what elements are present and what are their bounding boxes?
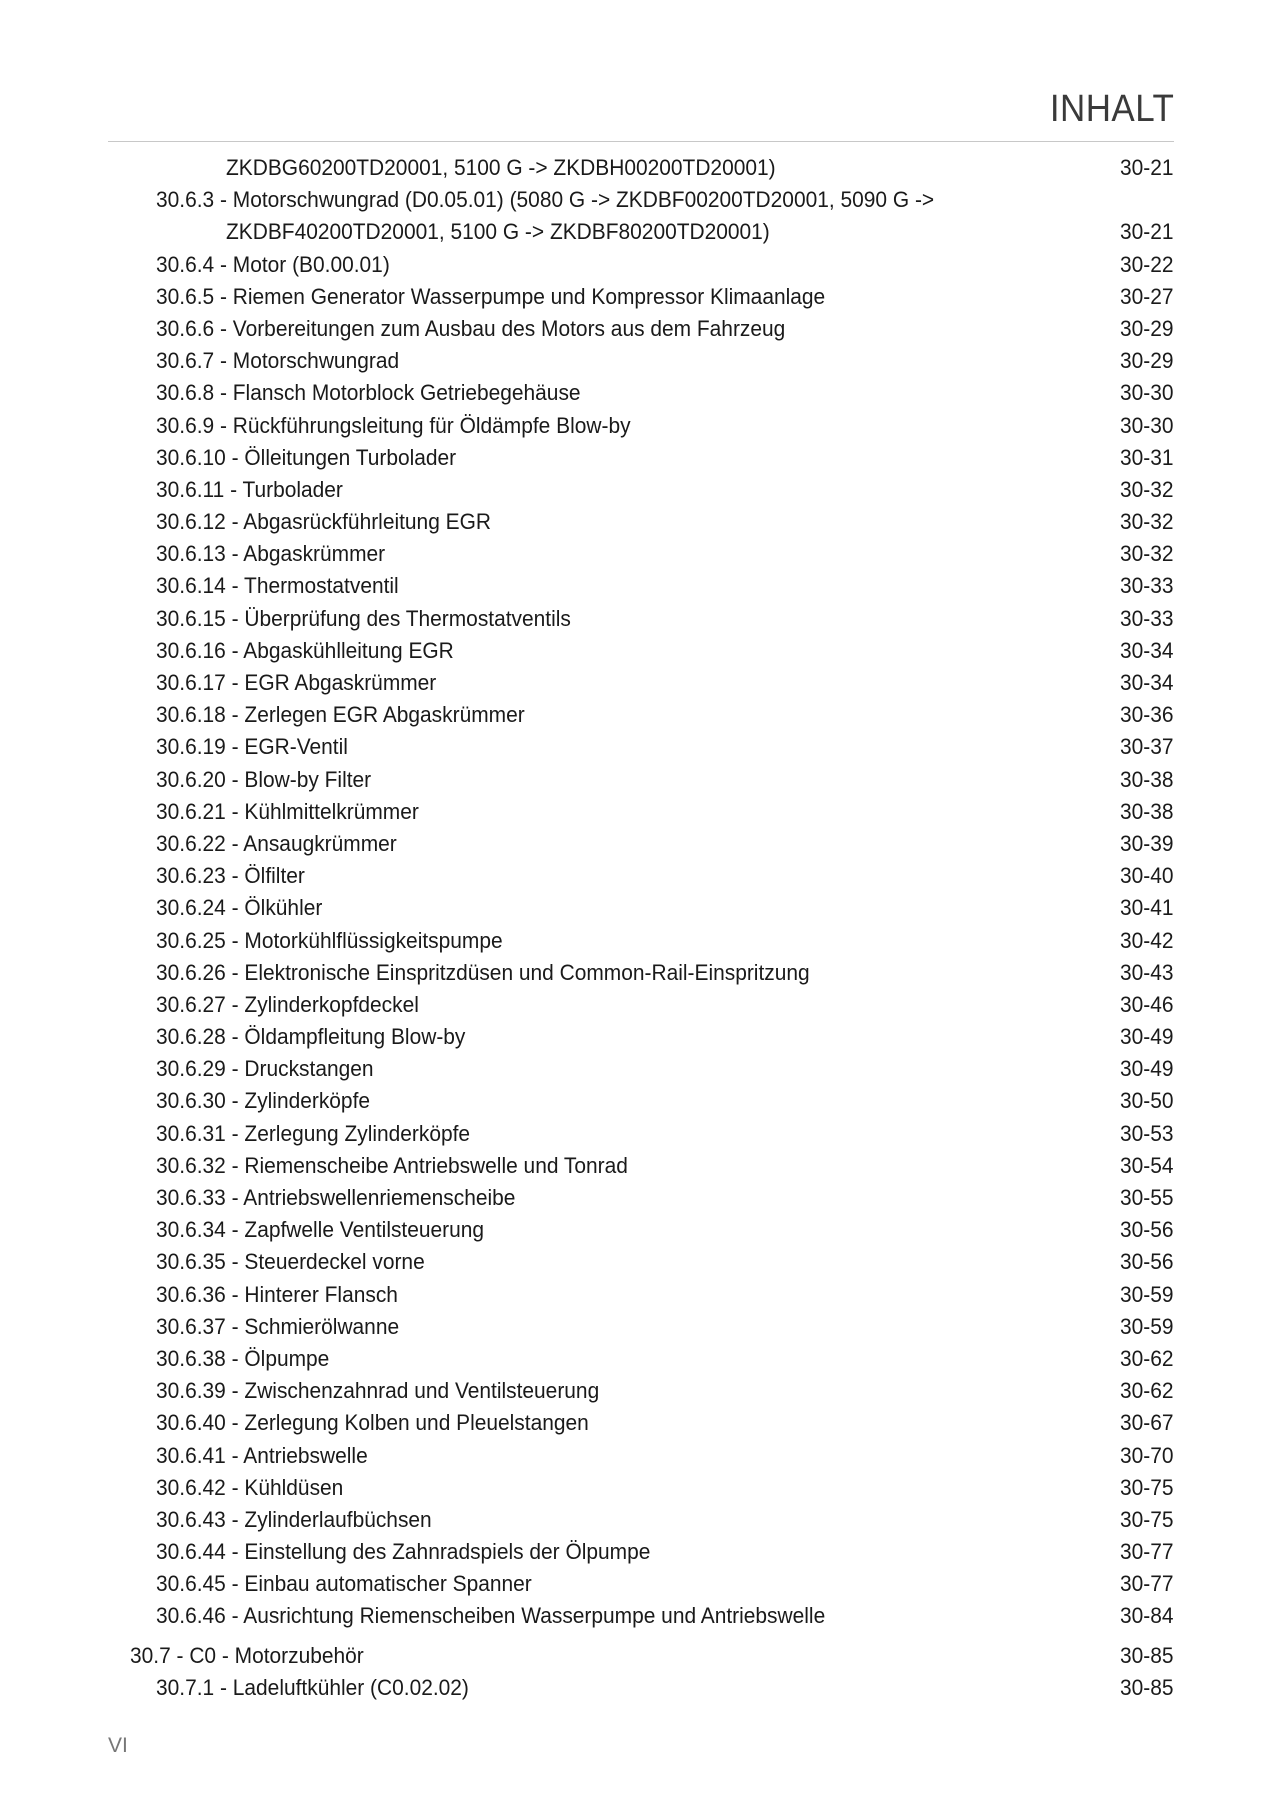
toc-entry-page: 30-53 xyxy=(1120,1120,1174,1146)
toc-entry-title: 30.6.44 - Einstellung des Zahnradspiels der Ölpumpe xyxy=(156,1539,651,1565)
toc-entry-title: 30.6.17 - EGR Abgaskrümmer xyxy=(156,670,437,695)
toc-entry-page: 30-75 xyxy=(1120,1506,1174,1532)
toc-entry[interactable] xyxy=(108,216,1174,248)
toc-entry-page: 30-32 xyxy=(1120,541,1174,567)
toc-entry-title: 30.6.18 - Zerlegen EGR Abgaskrümmer xyxy=(156,702,525,728)
toc-entry-title: 30.6.41 - Antriebswelle xyxy=(156,1442,368,1468)
toc-entry-page: 30-32 xyxy=(1120,509,1174,535)
toc-entry[interactable] xyxy=(108,1640,1174,1672)
toc-entry-page: 30-85 xyxy=(1120,1674,1174,1700)
toc-entry-page: 30-62 xyxy=(1120,1378,1174,1404)
toc-entry-title: 30.7.1 - Ladeluftkühler (C0.02.02) xyxy=(156,1674,469,1700)
toc-entry[interactable] xyxy=(108,1407,1174,1439)
toc-entry-title: 30.6.36 - Hinterer Flansch xyxy=(156,1281,398,1307)
toc-entry[interactable] xyxy=(108,249,1174,281)
toc-entry[interactable] xyxy=(108,377,1174,409)
toc-entry-title: ZKDBF40200TD20001, 5100 G -> ZKDBF80200TD20001) xyxy=(226,219,770,245)
toc-entry-title: 30.6.25 - Motorkühlflüssigkeitspumpe xyxy=(156,927,503,953)
toc-entry-title: 30.6.40 - Zerlegung Kolben und Pleuelstangen xyxy=(156,1410,589,1436)
toc-entry-title: 30.6.12 - Abgasrückführleitung EGR xyxy=(156,509,492,535)
toc-entry-title: 30.6.43 - Zylinderlaufbüchsen xyxy=(156,1506,432,1532)
toc-entry-page: 30-77 xyxy=(1120,1539,1174,1565)
toc-entry-page: 30-54 xyxy=(1120,1152,1174,1178)
toc-entry[interactable] xyxy=(108,860,1174,892)
toc-entry[interactable] xyxy=(108,1150,1174,1182)
toc-entry[interactable] xyxy=(108,957,1174,989)
toc-entry[interactable] xyxy=(108,1085,1174,1117)
toc-entry-page: 30-21 xyxy=(1120,155,1174,180)
toc-entry-title: 30.7 - C0 - Motorzubehör xyxy=(130,1642,364,1668)
toc-entry[interactable] xyxy=(108,152,1174,184)
toc-entry-page: 30-32 xyxy=(1120,476,1174,502)
toc-entry-title: 30.6.11 - Turbolader xyxy=(156,476,343,502)
toc-entry-page: 30-36 xyxy=(1120,702,1174,728)
toc-entry[interactable] xyxy=(108,1246,1174,1278)
toc-entry[interactable] xyxy=(108,1311,1174,1343)
toc-entry-page: 30-77 xyxy=(1120,1571,1174,1597)
toc-entry-title: ZKDBG60200TD20001, 5100 G -> ZKDBH00200TD20001) xyxy=(226,155,776,180)
toc-entry[interactable] xyxy=(108,1375,1174,1407)
toc-entry[interactable] xyxy=(108,1672,1174,1704)
toc-entry-page: 30-27 xyxy=(1120,283,1174,309)
toc-entry-title: 30.6.38 - Ölpumpe xyxy=(156,1345,330,1371)
toc-entry-page: 30-34 xyxy=(1120,670,1174,695)
toc-entry-title: 30.6.35 - Steuerdeckel vorne xyxy=(156,1249,425,1275)
toc-entry[interactable] xyxy=(108,1118,1174,1150)
toc-entry-page: 30-22 xyxy=(1120,251,1174,277)
toc-entry-title: 30.6.29 - Druckstangen xyxy=(156,1056,374,1082)
toc-entry-title: 30.6.24 - Ölkühler xyxy=(156,895,323,921)
toc-entry[interactable] xyxy=(108,1021,1174,1053)
toc-entry-title: 30.6.32 - Riemenscheibe Antriebswelle und Tonrad xyxy=(156,1152,628,1178)
toc-entry[interactable] xyxy=(108,1214,1174,1246)
toc-entry[interactable] xyxy=(108,1472,1174,1504)
toc-entry[interactable] xyxy=(108,1504,1174,1536)
toc-entry-title: 30.6.45 - Einbau automatischer Spanner xyxy=(156,1571,532,1597)
toc-entry[interactable] xyxy=(108,281,1174,313)
toc-entry-title: 30.6.31 - Zerlegung Zylinderköpfe xyxy=(156,1120,471,1146)
toc-entry-title: 30.6.3 - Motorschwungrad (D0.05.01) (5080 G -> ZKDBF00200TD20001, 5090 G -> xyxy=(156,187,935,213)
toc-entry-title: 30.6.6 - Vorbereitungen zum Ausbau des Motors aus dem Fahrzeug xyxy=(156,315,786,341)
toc-entry-title: 30.6.14 - Thermostatventil xyxy=(156,573,399,599)
toc-entry-title: 30.6.33 - Antriebswellenriemenscheibe xyxy=(156,1185,516,1210)
toc-entry-page: 30-50 xyxy=(1120,1088,1174,1114)
toc-entry[interactable] xyxy=(108,925,1174,957)
toc-entry[interactable] xyxy=(108,538,1174,570)
toc-entry-title: 30.6.27 - Zylinderkopfdeckel xyxy=(156,991,419,1017)
toc-entry-title: 30.6.46 - Ausrichtung Riemenscheiben Wasserpumpe und Antriebswelle xyxy=(156,1603,826,1629)
toc-entry-page: 30-33 xyxy=(1120,605,1174,631)
toc-entry-page: 30-46 xyxy=(1120,991,1174,1017)
toc-entry-page: 30-55 xyxy=(1120,1185,1174,1210)
toc-entry-title: 30.6.28 - Öldampfleitung Blow-by xyxy=(156,1024,466,1050)
toc-entry[interactable] xyxy=(108,1343,1174,1375)
toc-entry-page: 30-56 xyxy=(1120,1217,1174,1243)
page-number: VI xyxy=(108,1734,128,1757)
toc-entry[interactable] xyxy=(108,442,1174,474)
toc-entry-page: 30-85 xyxy=(1120,1642,1174,1668)
toc-entry[interactable] xyxy=(108,345,1174,377)
toc-entry-title: 30.6.5 - Riemen Generator Wasserpumpe und Kompressor Klimaanlage xyxy=(156,283,826,309)
toc-entry-page: 30-67 xyxy=(1120,1410,1174,1436)
toc-entry-page: 30-42 xyxy=(1120,927,1174,953)
toc-entry[interactable] xyxy=(108,1536,1174,1568)
toc-entry[interactable] xyxy=(108,313,1174,345)
toc-entry[interactable] xyxy=(108,635,1174,667)
toc-entry-page: 30-33 xyxy=(1120,573,1174,599)
toc-entry[interactable] xyxy=(108,828,1174,860)
toc-entry-page: 30-21 xyxy=(1120,219,1174,245)
toc-entry[interactable] xyxy=(108,1600,1174,1632)
toc-entry[interactable] xyxy=(108,699,1174,731)
header-divider xyxy=(108,141,1174,142)
toc-entry[interactable] xyxy=(108,667,1174,699)
toc-entry[interactable] xyxy=(108,1279,1174,1311)
toc-entry-title: 30.6.30 - Zylinderköpfe xyxy=(156,1088,371,1114)
toc-entry-title: 30.6.37 - Schmierölwanne xyxy=(156,1313,400,1339)
toc-entry-title: 30.6.23 - Ölfilter xyxy=(156,863,305,889)
table-of-contents xyxy=(108,152,1174,1704)
toc-entry-page: 30-70 xyxy=(1120,1442,1174,1468)
toc-entry-page: 30-30 xyxy=(1120,380,1174,406)
toc-entry[interactable] xyxy=(108,1440,1174,1472)
toc-entry[interactable] xyxy=(108,570,1174,602)
toc-entry-page: 30-84 xyxy=(1120,1603,1174,1629)
toc-entry-page: 30-59 xyxy=(1120,1281,1174,1307)
toc-entry-page: 30-56 xyxy=(1120,1249,1174,1275)
toc-entry-page: 30-59 xyxy=(1120,1313,1174,1339)
toc-entry-title: 30.6.39 - Zwischenzahnrad und Ventilsteuerung xyxy=(156,1378,600,1404)
toc-entry[interactable] xyxy=(108,764,1174,796)
toc-entry-title: 30.6.10 - Ölleitungen Turbolader xyxy=(156,444,457,470)
toc-entry[interactable] xyxy=(108,474,1174,506)
toc-entry[interactable] xyxy=(108,796,1174,828)
toc-entry[interactable] xyxy=(108,603,1174,635)
toc-entry-page: 30-49 xyxy=(1120,1056,1174,1082)
toc-entry-title: 30.6.13 - Abgaskrümmer xyxy=(156,541,386,567)
toc-entry-title: 30.6.22 - Ansaugkrümmer xyxy=(156,830,397,856)
toc-entry[interactable] xyxy=(108,989,1174,1021)
toc-entry-page: 30-41 xyxy=(1120,895,1174,921)
toc-entry-title: 30.6.21 - Kühlmittelkrümmer xyxy=(156,798,419,824)
toc-entry-page: 30-75 xyxy=(1120,1474,1174,1500)
toc-entry-page: 30-38 xyxy=(1120,798,1174,824)
toc-entry-page: 30-40 xyxy=(1120,863,1174,889)
toc-entry[interactable] xyxy=(108,1182,1174,1214)
toc-entry-title: 30.6.19 - EGR-Ventil xyxy=(156,734,348,760)
toc-entry-page: 30-34 xyxy=(1120,637,1174,663)
toc-entry-title: 30.6.7 - Motorschwungrad xyxy=(156,348,400,374)
toc-entry-page: 30-31 xyxy=(1120,444,1174,470)
toc-entry-title: 30.6.42 - Kühldüsen xyxy=(156,1474,344,1500)
toc-entry-page: 30-43 xyxy=(1120,959,1174,985)
toc-entry[interactable] xyxy=(108,184,1174,216)
page-title: INHALT xyxy=(1049,88,1174,130)
toc-entry-page: 30-37 xyxy=(1120,734,1174,760)
toc-entry-page: 30-49 xyxy=(1120,1024,1174,1050)
toc-entry[interactable] xyxy=(108,1053,1174,1085)
toc-entry-title: 30.6.8 - Flansch Motorblock Getriebegehäuse xyxy=(156,380,581,406)
toc-entry-title: 30.6.16 - Abgaskühlleitung EGR xyxy=(156,637,454,663)
toc-entry-page: 30-38 xyxy=(1120,766,1174,792)
toc-entry-page: 30-29 xyxy=(1120,348,1174,374)
toc-entry[interactable] xyxy=(108,731,1174,763)
toc-entry-page: 30-62 xyxy=(1120,1345,1174,1371)
toc-entry-page: 30-39 xyxy=(1120,830,1174,856)
toc-entry-title: 30.6.9 - Rückführungsleitung für Öldämpfe Blow-by xyxy=(156,412,631,438)
toc-entry-title: 30.6.20 - Blow-by Filter xyxy=(156,766,372,792)
toc-entry-title: 30.6.34 - Zapfwelle Ventilsteuerung xyxy=(156,1217,485,1243)
toc-entry[interactable] xyxy=(108,506,1174,538)
toc-entry-page: 30-30 xyxy=(1120,412,1174,438)
toc-entry[interactable] xyxy=(108,410,1174,442)
toc-entry-title: 30.6.4 - Motor (B0.00.01) xyxy=(156,251,390,277)
toc-entry-title: 30.6.15 - Überprüfung des Thermostatventils xyxy=(156,605,571,631)
toc-entry[interactable] xyxy=(108,1568,1174,1600)
toc-entry-page: 30-29 xyxy=(1120,315,1174,341)
toc-entry[interactable] xyxy=(108,892,1174,924)
toc-entry-title: 30.6.26 - Elektronische Einspritzdüsen und Common-Rail-Einspritzung xyxy=(156,959,810,985)
